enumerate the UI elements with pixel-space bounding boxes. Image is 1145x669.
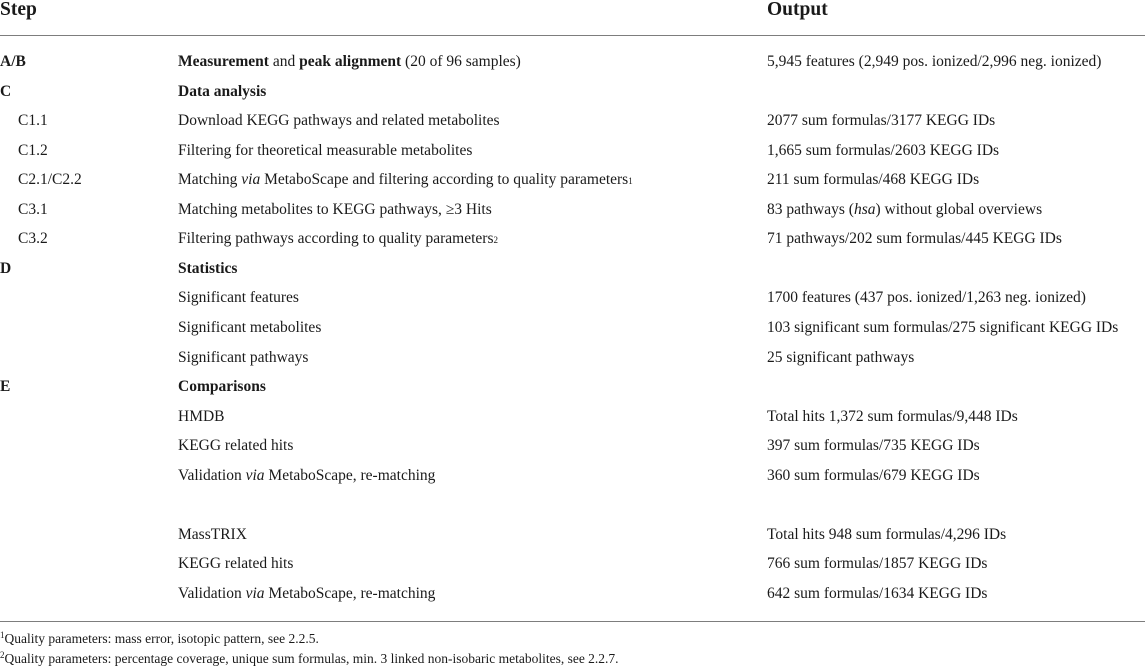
table-row: [0, 229, 1145, 259]
cell-text: hsa: [853, 200, 876, 218]
cell-text: and: [268, 53, 300, 70]
step-cell: C1.1: [18, 112, 48, 130]
description-cell: [178, 554, 293, 574]
output-cell: [767, 584, 987, 604]
step-cell: C1.2: [18, 141, 48, 159]
table-row: [0, 259, 1145, 289]
output-cell: [767, 525, 1006, 545]
footnote: [0, 651, 619, 668]
output-cell: [767, 288, 1086, 308]
footnote-text: Quality parameters: percentage coverage, unique sum formulas, min. 3 linked non-isobaric metabolites, see 2.2.7.: [4, 651, 619, 666]
cell-text: Validation: [178, 466, 246, 484]
description-cell: [178, 229, 498, 250]
cell-text: MetaboScape and filtering according to quality parameters: [260, 171, 629, 189]
cell-text: ) without global overviews: [875, 200, 1043, 218]
table-row: [0, 200, 1145, 230]
table-row: [0, 141, 1145, 171]
header-step: Step: [0, 0, 37, 20]
step-cell: D: [0, 259, 12, 277]
cell-text: MetaboScape, re-matching: [264, 466, 436, 484]
cell-text: Filtering for theoretical measurable metabolites: [178, 141, 473, 159]
output-cell: [767, 554, 987, 574]
description-cell: [178, 318, 321, 338]
cell-text: 642 sum formulas/1634 KEGG IDs: [767, 584, 988, 602]
cell-text: peak alignment: [299, 53, 402, 70]
cell-text: Validation: [178, 584, 246, 602]
output-cell: [767, 200, 1042, 220]
footnote: [0, 631, 319, 648]
table-row: [0, 436, 1145, 466]
output-cell: [767, 318, 1118, 338]
table-row: [0, 82, 1145, 112]
step-cell: A/B: [0, 53, 26, 70]
description-cell: [178, 436, 293, 456]
output-cell: [767, 170, 979, 190]
table-row: [0, 495, 1145, 525]
bottom-rule: [0, 621, 1145, 622]
cell-text: via: [241, 171, 261, 189]
table-row: [0, 288, 1145, 318]
step-cell: C: [0, 82, 12, 100]
step-cell: C2.1/C2.2: [18, 171, 82, 189]
header-output: Output: [767, 0, 828, 20]
cell-text: Matching metabolites to KEGG pathways, ≥3 Hits: [178, 200, 492, 218]
step-cell: E: [0, 378, 11, 396]
cell-text: Significant metabolites: [178, 318, 322, 336]
output-cell: [767, 407, 1018, 427]
description-cell: [178, 407, 225, 427]
cell-text: Measurement: [178, 53, 269, 70]
description-cell: [178, 200, 492, 220]
description-cell: [178, 111, 500, 131]
cell-text: Matching: [178, 171, 242, 189]
cell-text: 211 sum formulas/468 KEGG IDs: [767, 171, 980, 189]
output-cell: [767, 348, 914, 368]
cell-text: Significant pathways: [178, 348, 309, 366]
description-cell: [178, 525, 247, 545]
cell-text: 1700 features (437 pos. ionized/1,263 neg. ionized): [767, 289, 1086, 307]
footnote-ref: 2: [493, 235, 499, 246]
description-cell: [178, 170, 633, 191]
table-row: [0, 170, 1145, 200]
cell-text: Significant features: [178, 289, 299, 307]
step-cell: C3.2: [18, 230, 48, 248]
footnote-mark: 2: [0, 650, 5, 660]
cell-text: 360 sum formulas/679 KEGG IDs: [767, 466, 980, 484]
cell-text: Statistics: [178, 259, 238, 277]
table-row: [0, 318, 1145, 348]
output-cell: [767, 229, 1062, 249]
cell-text: Comparisons: [178, 378, 266, 396]
footnote-ref: 1: [628, 176, 633, 187]
output-cell: [767, 52, 1101, 72]
table-row: [0, 554, 1145, 584]
cell-text: (20 of 96 samples): [401, 53, 521, 70]
cell-text: KEGG related hits: [178, 437, 294, 455]
cell-text: MassTRIX: [178, 525, 247, 543]
description-cell: [178, 141, 472, 161]
cell-text: KEGG related hits: [178, 555, 294, 573]
cell-text: 71 pathways/202 sum formulas/445 KEGG IDs: [767, 230, 1062, 248]
cell-text: Filtering pathways according to quality parameters: [178, 230, 494, 248]
description-cell: [178, 82, 266, 102]
description-cell: [178, 348, 308, 368]
cell-text: 103 significant sum formulas/275 significant KEGG IDs: [767, 318, 1119, 336]
description-cell: [178, 584, 435, 604]
description-cell: [178, 377, 266, 397]
cell-text: 25 significant pathways: [767, 348, 915, 366]
table-row: [0, 407, 1145, 437]
step-cell: C3.1: [18, 200, 48, 218]
table-row: [0, 111, 1145, 141]
output-cell: [767, 436, 980, 456]
cell-text: 83 pathways (: [767, 200, 854, 218]
table-row: [0, 584, 1145, 614]
description-cell: [178, 466, 435, 486]
table-header: [0, 0, 1145, 36]
cell-text: Download KEGG pathways and related metabolites: [178, 112, 500, 130]
cell-text: via: [245, 584, 265, 602]
cell-text: 2077 sum formulas/3177 KEGG IDs: [767, 112, 996, 130]
table-row: [0, 52, 1145, 82]
cell-text: 766 sum formulas/1857 KEGG IDs: [767, 555, 988, 573]
table-row: [0, 377, 1145, 407]
cell-text: Data analysis: [178, 82, 267, 100]
output-cell: [767, 466, 980, 486]
table-row: [0, 348, 1145, 378]
table-row: [0, 466, 1145, 496]
output-cell: [767, 111, 995, 131]
description-cell: [178, 288, 299, 308]
description-cell: [178, 52, 521, 72]
cell-text: 397 sum formulas/735 KEGG IDs: [767, 437, 980, 455]
footnote-text: Quality parameters: mass error, isotopic pattern, see 2.2.5.: [4, 631, 319, 646]
cell-text: HMDB: [178, 407, 225, 425]
table-row: [0, 525, 1145, 555]
cell-text: 5,945 features (2,949 pos. ionized/2,996 neg. ionized): [767, 53, 1102, 70]
cell-text: 1,665 sum formulas/2603 KEGG IDs: [767, 141, 1000, 159]
output-cell: [767, 141, 999, 161]
cell-text: MetaboScape, re-matching: [264, 584, 436, 602]
cell-text: Total hits 948 sum formulas/4,296 IDs: [767, 525, 1007, 543]
header-rule: [0, 35, 1145, 36]
cell-text: Total hits 1,372 sum formulas/9,448 IDs: [767, 407, 1018, 425]
description-cell: [178, 259, 237, 279]
footnote-mark: 1: [0, 630, 5, 640]
cell-text: via: [245, 466, 265, 484]
